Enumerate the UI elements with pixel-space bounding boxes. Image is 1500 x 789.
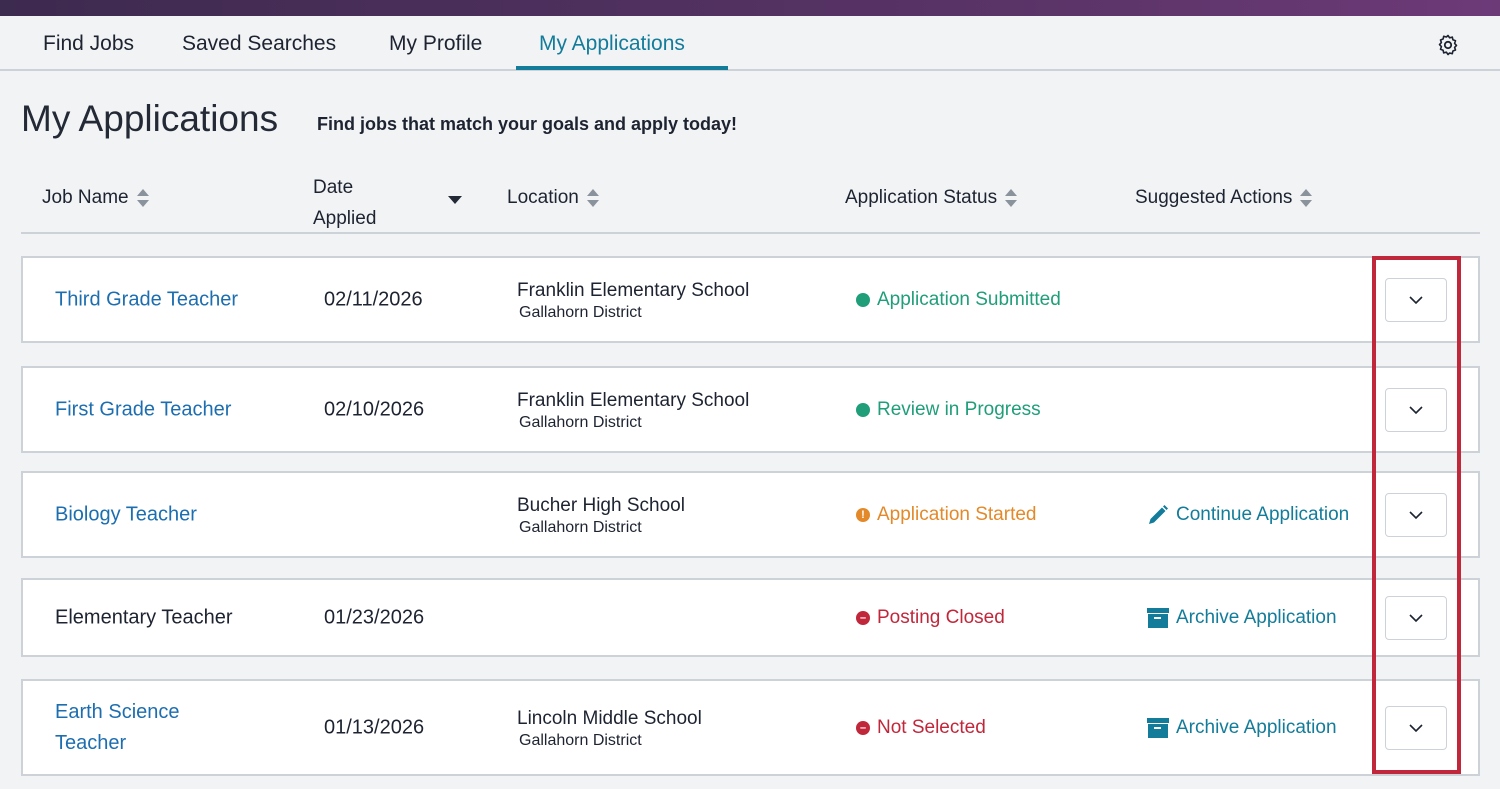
status-dot-icon — [856, 293, 870, 307]
date-applied: 01/23/2026 — [324, 606, 425, 628]
page-title: My Applications — [21, 98, 279, 139]
district-name: Gallahorn District — [519, 303, 642, 321]
archive-box-icon — [1146, 717, 1170, 739]
continue-application-link[interactable] — [1146, 503, 1349, 527]
sort-location[interactable] — [507, 187, 599, 209]
page-subtitle: Find jobs that match your goals and apply today! — [317, 114, 738, 134]
job-name: Elementary Teacher — [55, 606, 233, 628]
status-badge — [856, 399, 1041, 421]
action-label: Archive Application — [1176, 716, 1337, 738]
table-row — [21, 256, 1480, 343]
chevron-down-icon — [1408, 510, 1424, 520]
expand-row-button[interactable] — [1385, 706, 1447, 750]
chevron-down-icon — [1408, 405, 1424, 415]
sort-icon — [1005, 189, 1017, 207]
action-label: Archive Application — [1176, 606, 1337, 628]
sort-descending-icon[interactable] — [448, 196, 462, 204]
table-row — [21, 679, 1480, 776]
tab-saved-searches[interactable]: Saved Searches — [182, 32, 337, 55]
column-header-label: Location — [507, 187, 579, 208]
sort-application-status[interactable] — [845, 187, 1017, 209]
tab-my-applications[interactable]: My Applications — [539, 32, 685, 55]
sort-icon — [587, 189, 599, 207]
location — [517, 706, 702, 750]
status-text: Not Selected — [877, 716, 986, 738]
archive-application-link[interactable] — [1146, 607, 1337, 629]
status-badge — [856, 717, 986, 739]
status-text: Posting Closed — [877, 606, 1005, 628]
archive-application-link[interactable] — [1146, 717, 1337, 739]
minus-circle-icon: – — [856, 721, 870, 735]
column-header-label: Date Applied — [313, 177, 377, 229]
table-row — [21, 366, 1480, 453]
tab-find-jobs[interactable]: Find Jobs — [43, 32, 135, 55]
status-badge — [856, 504, 1037, 526]
school-name: Franklin Elementary School — [517, 279, 750, 301]
main-nav — [0, 16, 1500, 71]
table-row — [21, 578, 1480, 657]
job-link[interactable]: Biology Teacher — [55, 503, 197, 525]
chevron-down-icon — [1408, 295, 1424, 305]
expand-row-button[interactable] — [1385, 278, 1447, 322]
status-text: Application Started — [877, 503, 1037, 525]
status-dot-icon — [856, 403, 870, 417]
school-name: Bucher High School — [517, 494, 685, 516]
tab-my-profile[interactable]: My Profile — [389, 32, 483, 55]
chevron-down-icon — [1408, 613, 1424, 623]
date-applied: 02/11/2026 — [324, 288, 423, 310]
active-tab-indicator — [516, 66, 728, 70]
expand-row-button[interactable] — [1385, 493, 1447, 537]
gear-icon[interactable] — [1436, 33, 1460, 57]
sort-job-name[interactable] — [42, 187, 149, 209]
school-name: Franklin Elementary School — [517, 389, 750, 411]
status-badge — [856, 607, 1005, 629]
header-divider — [21, 232, 1480, 234]
column-header-label: Job Name — [42, 187, 129, 208]
expand-row-button[interactable] — [1385, 388, 1447, 432]
minus-circle-icon: – — [856, 611, 870, 625]
column-header-label: Suggested Actions — [1135, 187, 1293, 208]
date-applied: 01/13/2026 — [324, 716, 425, 738]
status-badge — [856, 289, 1061, 311]
exclamation-circle-icon: ! — [856, 508, 870, 522]
location — [517, 278, 749, 322]
district-name: Gallahorn District — [519, 518, 642, 536]
location — [517, 493, 685, 537]
expand-row-button[interactable] — [1385, 596, 1447, 640]
table-row — [21, 471, 1480, 558]
pencil-icon — [1146, 503, 1170, 527]
sort-date-applied[interactable] — [313, 172, 393, 234]
sort-icon — [137, 189, 149, 207]
column-header-label: Application Status — [845, 187, 998, 208]
sort-suggested-actions[interactable] — [1135, 187, 1312, 209]
action-label: Continue Application — [1176, 503, 1350, 525]
status-text: Application Submitted — [877, 288, 1061, 310]
date-applied: 02/10/2026 — [324, 398, 425, 420]
school-name: Lincoln Middle School — [517, 707, 702, 729]
sort-icon — [1300, 189, 1312, 207]
status-text: Review in Progress — [877, 398, 1041, 420]
district-name: Gallahorn District — [519, 731, 642, 749]
chevron-down-icon — [1408, 723, 1424, 733]
archive-box-icon — [1146, 607, 1170, 629]
district-name: Gallahorn District — [519, 413, 642, 431]
top-brand-bar — [0, 0, 1500, 16]
location — [517, 388, 749, 432]
job-link[interactable]: Earth Science Teacher — [55, 700, 180, 754]
job-link[interactable]: Third Grade Teacher — [55, 288, 239, 310]
job-link[interactable]: First Grade Teacher — [55, 398, 232, 420]
